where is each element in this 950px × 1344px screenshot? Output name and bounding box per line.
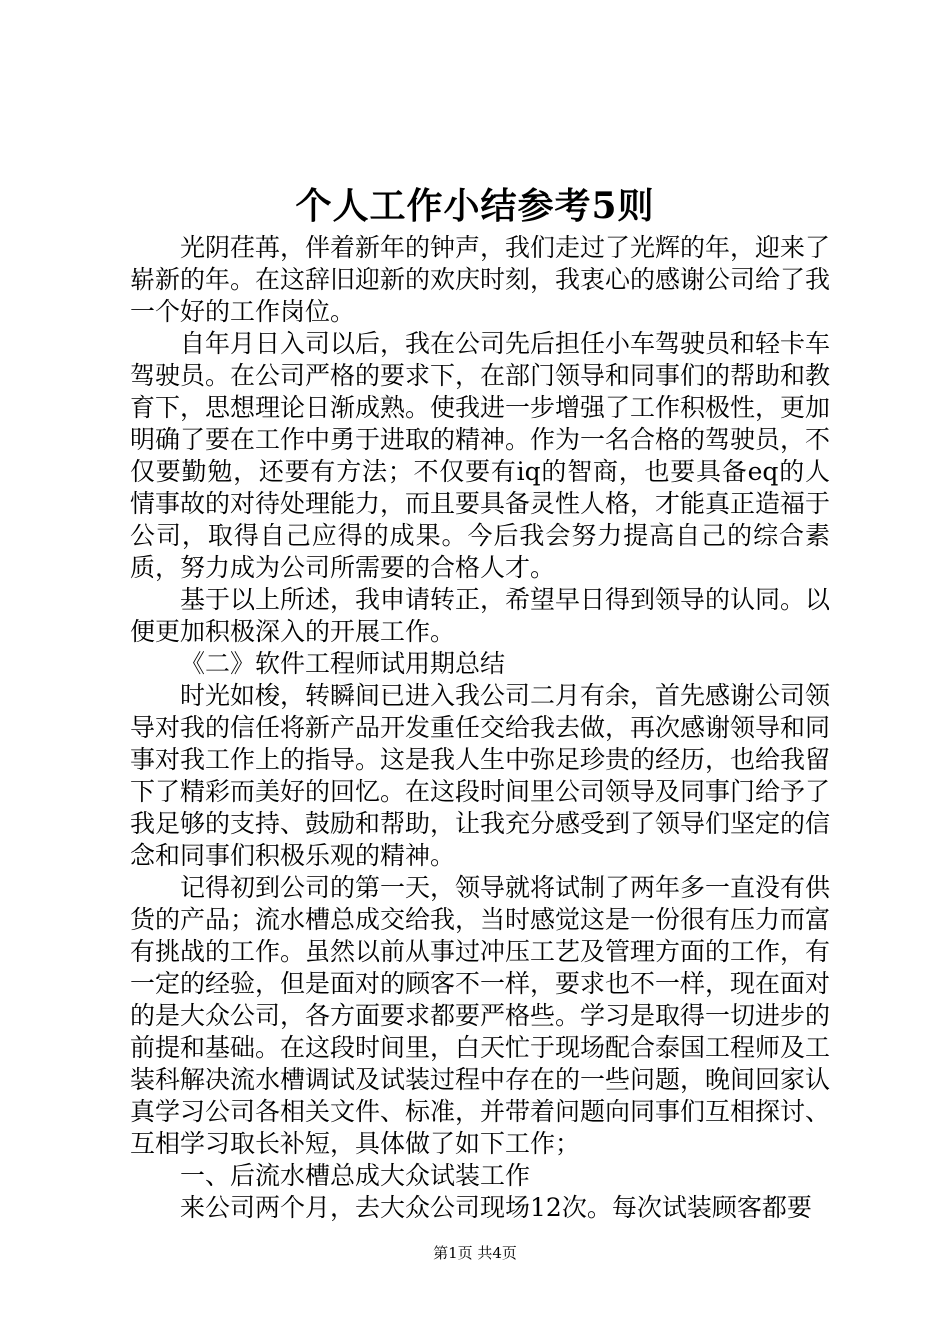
paragraph-intro: 光阴荏苒，伴着新年的钟声，我们走过了光辉的年，迎来了崭新的年。在这辞旧迎新的欢庆时刻，我衷心的感谢公司给了我一个好的工作岗位。	[130, 233, 831, 326]
document-title: 个人工作小结参考5则	[295, 185, 655, 227]
paragraph-first-day: 记得初到公司的第一天，领导就将试制了两年多一直没有供货的产品；流水槽总成交给我，当时感觉这是一份很有压力而富有挑战的工作。虽然以前从事过冲压工艺及管理方面的工作，有一定的经验，但是面对的顾客不一样，要求也不一样，现在面对的是大众公司，各方面要求都要严格些。学习是取得一切进步的前提和基础。在这段时间里，白天忙于现场配合泰国工程师及工装科解决流水槽调试及试装过程中存在的一些问题，晚间回家认真学习公司各相关文件、标准，并带着问题向同事们互相探讨、互相学习取长补短，具体做了如下工作；	[130, 873, 831, 1158]
paragraph-thanks: 时光如梭，转瞬间已进入我公司二月有余，首先感谢公司领导对我的信任将新产品开发重任交给我去做，再次感谢领导和同事对我工作上的指导。这是我人生中弥足珍贵的经历，也给我留下了精彩而美好的回忆。在这段时间里公司领导及同事门给予了我足够的支持、鼓励和帮助，让我充分感受到了领导们坚定的信念和同事们积极乐观的精神。	[130, 681, 831, 870]
paragraph-application: 基于以上所述，我申请转正，希望早日得到领导的认同。以便更加积极深入的开展工作。	[130, 585, 831, 646]
paragraph-driver-experience: 自年月日入司以后，我在公司先后担任小车驾驶员和轻卡车驾驶员。在公司严格的要求下，在部门领导和同事们的帮助和教育下，思想理论日渐成熟。使我进一步增强了工作积极性，更加明确了要在工作中勇于进取的精神。作为一名合格的驾驶员，不仅要勤勉，还要有方法；不仅要有iq的智商，也要具备eq的人情事故的对待处理能力，而且要具备灵性人格，才能真正造福于公司，取得自己应得的成果。今后我会努力提高自己的综合素质，努力成为公司所需要的合格人才。	[130, 329, 831, 582]
document-body	[130, 232, 830, 1224]
page-footer: 第1页 共4页	[433, 1244, 517, 1262]
paragraph-site-visits: 来公司两个月，去大众公司现场12次。每次试装顾客都要	[180, 1193, 812, 1222]
subheading-trial-assembly: 一、后流水槽总成大众试装工作	[180, 1161, 531, 1190]
section-heading-software-engineer: 《二》软件工程师试用期总结	[180, 649, 506, 678]
